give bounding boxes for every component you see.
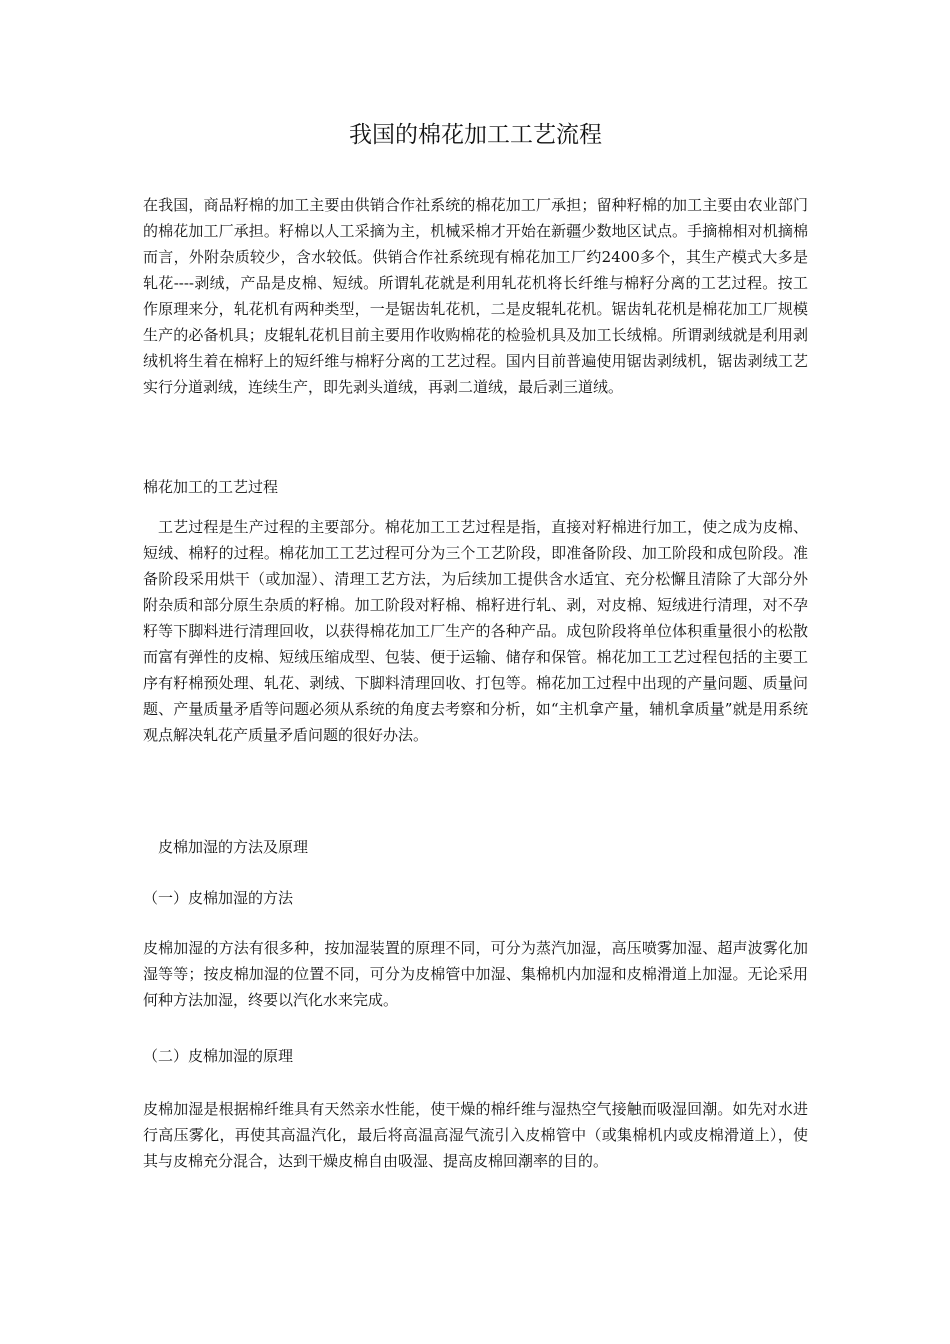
process-paragraph: 工艺过程是生产过程的主要部分。棉花加工工艺过程是指，直接对籽棉进行加工，使之成为皮棉、短绒、棉籽的过程。棉花加工工艺过程可分为三个工艺阶段，即准备阶段、加工阶段和成包阶段。准备阶段采用烘干（或加湿）、清理工艺方法，为后续加工提供含水适宜、充分松懈且清除了大部分外附杂质和部分原生杂质的籽棉。加工阶段对籽棉、棉籽进行轧、剥，对皮棉、短绒进行清理，对不孕籽等下脚料进行清理回收，以获得棉花加工厂生产的各种产品。成包阶段将单位体积重量很小的松散而富有弹性的皮棉、短绒压缩成型、包装、便于运输、储存和保管。棉花加工工艺过程包括的主要工序有籽棉预处理、轧花、剥绒、下脚料清理回收、打包等。棉花加工过程中出现的产量问题、质量问题、产量质量矛盾等问题必须从系统的角度去考察和分析，如“主机拿产量，辅机拿质量”就是用系统观点解决轧花产质量矛盾问题的很好办法。	[143, 518, 808, 744]
subheading-method: （一）皮棉加湿的方法	[143, 889, 294, 907]
intro-paragraph: 在我国，商品籽棉的加工主要由供销合作社系统的棉花加工厂承担；留种籽棉的加工主要由农业部门的棉花加工厂承担。籽棉以人工采摘为主，机械采棉才开始在新疆少数地区试点。手摘棉相对机摘棉而言，外附杂质较少，含水较低。供销合作社系统现有棉花加工厂约2400多个，其生产模式大多是轧花----剥绒，产品是皮棉、短绒。所谓轧花就是利用轧花机将长纤维与棉籽分离的工艺过程。按工作原理来分，轧花机有两种类型，一是锯齿轧花机，二是皮辊轧花机。锯齿轧花机是棉花加工厂规模生产的必备机具；皮辊轧花机目前主要用作收购棉花的检验机具及加工长绒棉。所谓剥绒就是利用剥绒机将生着在棉籽上的短纤维与棉籽分离的工艺过程。国内目前普遍使用锯齿剥绒机，锯齿剥绒工艺实行分道剥绒，连续生产，即先剥头道绒，再剥二道绒，最后剥三道绒。	[143, 196, 808, 396]
subheading-principle: （二）皮棉加湿的原理	[143, 1047, 294, 1065]
document-title: 我国的棉花加工工艺流程	[349, 122, 602, 148]
method-paragraph: 皮棉加湿的方法有很多种，按加湿装置的原理不同，可分为蒸汽加湿，高压喷雾加湿、超声波雾化加湿等等；按皮棉加湿的位置不同，可分为皮棉管中加湿、集棉机内加湿和皮棉滑道上加湿。无论采用何种方法加湿，终要以汽化水来完成。	[143, 939, 808, 1009]
section-heading-humidify: 皮棉加湿的方法及原理	[158, 838, 309, 856]
principle-paragraph: 皮棉加湿是根据棉纤维具有天然亲水性能，使干燥的棉纤维与湿热空气接触而吸湿回潮。如先对水进行高压雾化，再使其高温汽化，最后将高温高湿气流引入皮棉管中（或集棉机内或皮棉滑道上），使其与皮棉充分混合，达到干燥皮棉自由吸湿、提高皮棉回潮率的目的。	[143, 1100, 808, 1170]
section-heading-process: 棉花加工的工艺过程	[143, 478, 279, 496]
